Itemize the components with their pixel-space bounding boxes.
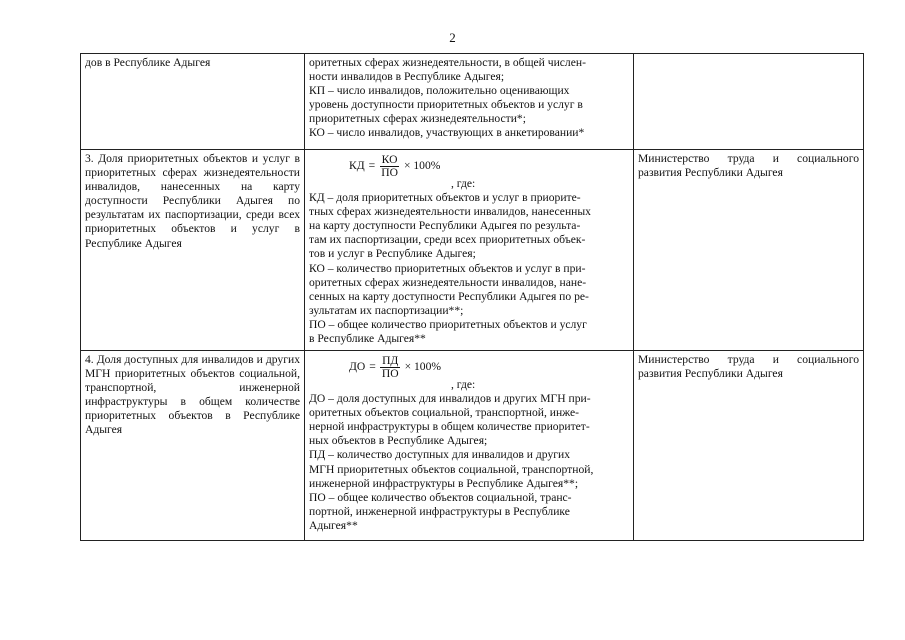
method-line: МГН приоритетных объектов социальной, транспортной,: [309, 462, 594, 476]
page-number: 2: [449, 30, 456, 45]
formula-lhs: КД: [349, 159, 365, 173]
formula-multiplier: × 100%: [404, 360, 442, 374]
method-line: там их паспортизации, среди всех приоритетных объек-: [309, 233, 586, 247]
method-cell: [305, 54, 634, 150]
table-row: [81, 54, 864, 150]
method-line: Адыгея**: [309, 518, 358, 532]
formula-numerator: КО: [381, 153, 398, 166]
table-row: [81, 351, 864, 541]
responsible-cell: Министерство труда и социального развития Республики Адыгея: [634, 150, 864, 351]
method-line: оритетных сферах жизнедеятельности, в общей числен-: [309, 56, 586, 69]
method-line: зультатам их паспортизации**;: [309, 303, 464, 317]
method-line: ПО – общее количество приоритетных объектов и услуг: [309, 317, 587, 331]
method-line: КД – доля приоритетных объектов и услуг в приорите-: [309, 191, 581, 205]
indicator-cell: 3. Доля приоритетных объектов и услуг в приоритетных сферах жизнедеятельности инвалидов, нанесенных на карту доступности Республики Адыгея по результатам их паспортизации, среди всех приоритетных объектов и услуг в Республике Адыгея: [81, 150, 305, 351]
responsible-cell: [634, 54, 864, 150]
method-line: ПД – количество доступных для инвалидов и других: [309, 448, 571, 462]
method-line: оритетных объектов социальной, транспортной, инже-: [309, 406, 580, 420]
indicators-table: [80, 53, 864, 541]
formula-numerator: ПД: [382, 354, 399, 367]
method-line: ных объектов в Республике Адыгея;: [309, 434, 488, 448]
method-line: тов и услуг в Республике Адыгея;: [309, 247, 476, 261]
method-line: инженерной инфраструктуры в Республике Адыгея**;: [309, 476, 579, 490]
method-line: ности инвалидов в Республике Адыгея;: [309, 70, 505, 84]
formula-where: , где:: [451, 177, 476, 190]
method-line: ДО – доля доступных для инвалидов и других МГН при-: [309, 392, 591, 406]
indicator-cell: 4. Доля доступных для инвалидов и других МГН приоритетных объектов социальной, транспортной, инженерной инфраструктуры в общем количестве приоритетных объектов в Республике Адыгея: [81, 351, 305, 541]
method-line: приоритетных сферах жизнедеятельности*;: [309, 112, 526, 126]
formula-lhs: ДО: [349, 360, 366, 374]
formula-where: , где:: [451, 378, 476, 391]
method-cell: [305, 351, 634, 541]
method-line: портной, инженерной инфраструктуры в Республике: [309, 504, 570, 518]
method-line: на карту доступности Республики Адыгея по результа-: [309, 219, 581, 233]
formula-multiplier: × 100%: [403, 159, 441, 173]
table-row: [81, 150, 864, 351]
method-line: уровень доступности приоритетных объектов и услуг в: [309, 98, 583, 112]
method-line: в Республике Адыгея**: [309, 332, 426, 346]
method-line: тных сферах жизнедеятельности инвалидов, нанесенных: [309, 205, 591, 219]
formula-denominator: ПО: [381, 166, 398, 179]
method-line: нерной инфраструктуры в общем количестве приоритет-: [309, 420, 590, 434]
method-line: КО – число инвалидов, участвующих в анкетировании*: [309, 126, 585, 140]
indicator-cell: дов в Республике Адыгея: [81, 54, 305, 150]
formula-denominator: ПО: [381, 367, 399, 380]
formula: ДО = $\frac{ПД}{ПО}$ × 100%: [349, 354, 442, 380]
method-cell: [305, 150, 634, 351]
method-line: КО – количество приоритетных объектов и услуг в при-: [309, 261, 586, 275]
formula: КД = $\frac{КО}{ПО}$ × 100%: [349, 153, 441, 179]
formula-fraction: [379, 154, 400, 179]
method-line: КП – число инвалидов, положительно оценивающих: [309, 84, 570, 98]
formula-fraction: [380, 355, 401, 380]
method-line: ПО – общее количество объектов социальной, транс-: [309, 490, 572, 504]
method-line: оритетных сферах жизнедеятельности инвалидов, нане-: [309, 275, 587, 289]
responsible-cell: Министерство труда и социального развития Республики Адыгея: [634, 351, 864, 541]
method-line: сенных на карту доступности Республики Адыгея по ре-: [309, 289, 589, 303]
